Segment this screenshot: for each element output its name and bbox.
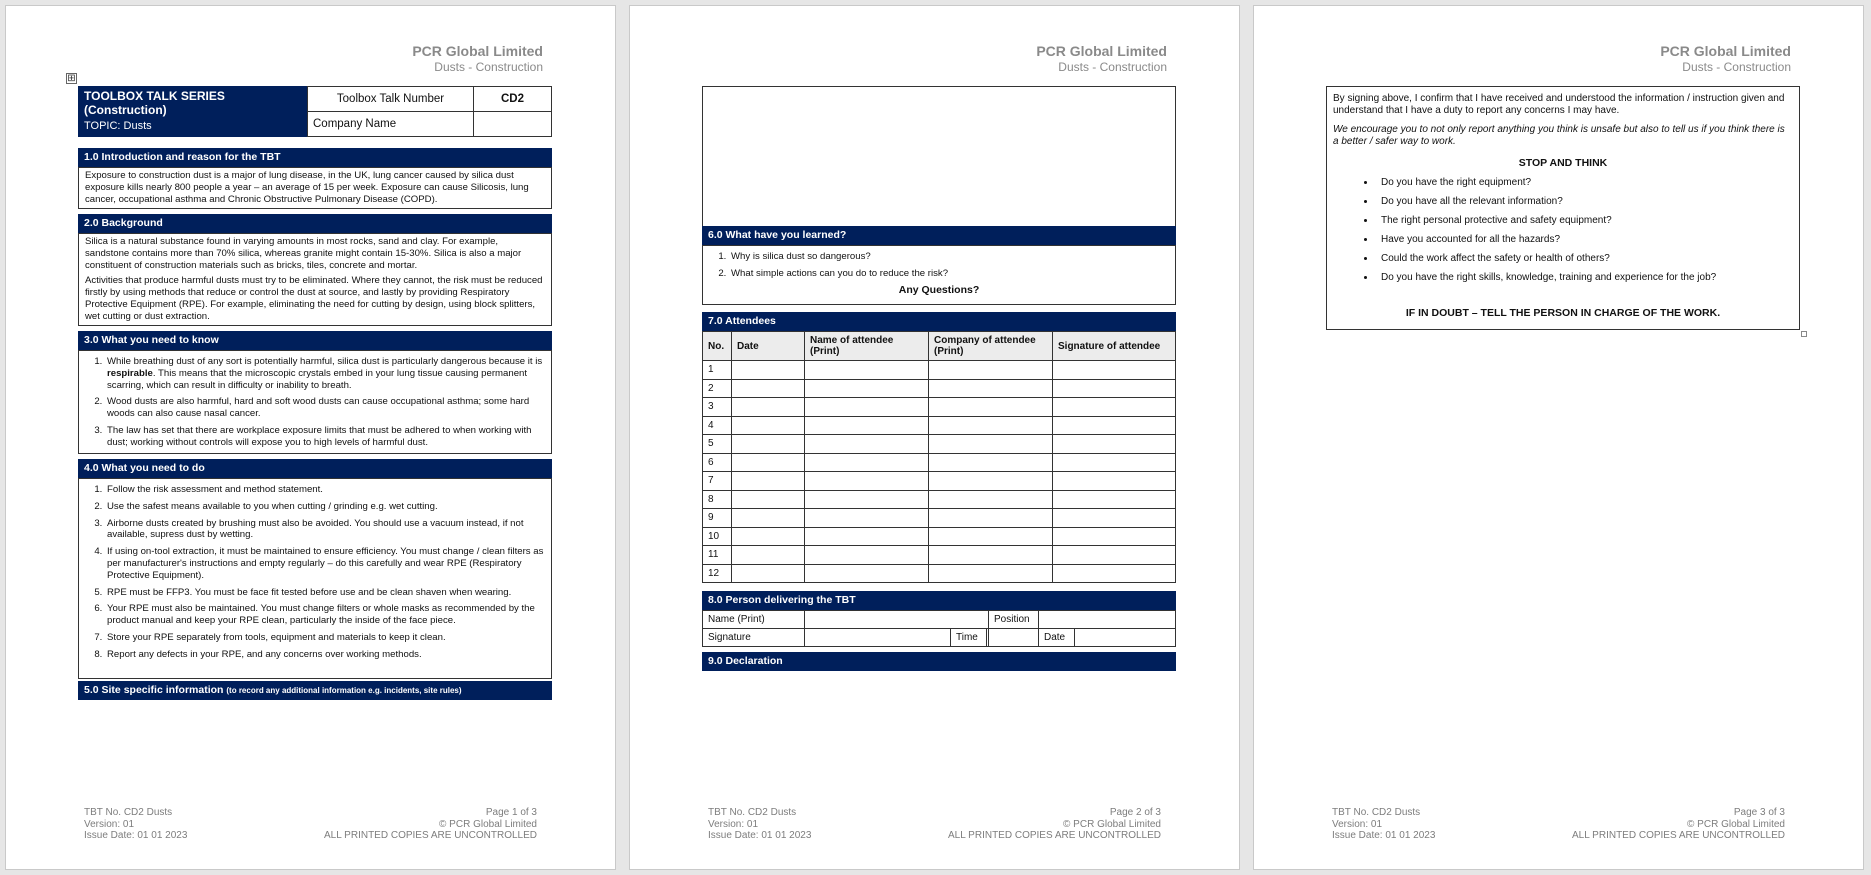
background-paragraph-2: Activities that produce harmful dusts must try to be eliminated. Where they cannot, the risk must be reduced firstly by using methods that reduce or control the dust at source, and lastly by providing Respiratory Protective Equipment (RPE). For example, eliminating the need for cutting by design, using block splitters, wet cutting or dust extraction. — [85, 275, 543, 322]
section-9-heading: 9.0 Declaration — [702, 652, 1176, 671]
list-item: 2. What simple actions can you do to reduce the risk? — [729, 268, 1169, 280]
list-item: 1. Follow the risk assessment and method statement. — [105, 484, 545, 496]
page-header — [412, 43, 543, 74]
list-item: 8. Report any defects in your RPE, and any concerns over working methods. — [105, 649, 545, 661]
column-header: Name of attendee (Print) — [805, 332, 929, 361]
company-name-label: Company Name — [308, 112, 474, 137]
column-header: No. — [703, 332, 732, 361]
list-item: 6. Your RPE must also be maintained. You must change filters or whole masks as recommended by the product manual and keep your RPE clean, particularly the inside of the face piece. — [105, 603, 545, 627]
talk-number-label: Toolbox Talk Number — [308, 87, 474, 112]
list-item: 4. If using on-tool extraction, it must be maintained to ensure efficiency. You must change / clean filters as per manufacturer's instructions and empty regularly – do this carefully and wear RPE (Respiratory Protective Equipment). — [105, 546, 545, 581]
background-paragraph-1: Silica is a natural substance found in varying amounts in most rocks, sand and clay. For example, sandstone contains more than 70% silica, whereas granite might contain 15-30%. Silica is also a major constituent of construction materials such as bricks, tiles, concrete and mortar. — [85, 236, 522, 271]
presenter-name-field[interactable] — [805, 611, 989, 629]
list-item: 2. Use the safest means available to you when cutting / grinding e.g. wet cutting. — [105, 501, 545, 513]
table-row: 2 — [703, 379, 1176, 398]
list-item: 3. The law has set that there are workplace exposure limits that must be adhered to when working with dust; working without controls will expose you to high levels of harmful dust. — [105, 425, 545, 449]
presenter-time-label: Time — [951, 629, 987, 647]
section-7-heading: 7.0 Attendees — [702, 312, 1176, 331]
table-resize-handle-icon[interactable] — [1801, 331, 1807, 337]
list-item: 1. Why is silica dust so dangerous? — [729, 251, 1169, 263]
document-subtitle: Dusts - Construction — [434, 60, 543, 74]
footer-uncontrolled: ALL PRINTED COPIES ARE UNCONTROLLED — [947, 830, 1161, 841]
document-subtitle: Dusts - Construction — [1682, 60, 1791, 74]
declaration-text: By signing above, I confirm that I have received and understood the information / instruction given and understand that I have a duty to report any concerns I may have. — [1333, 93, 1785, 116]
list-item: 3. Airborne dusts created by brushing must also be avoided. You should use a vacuum instead, if not available, supress dust by wetting. — [105, 518, 545, 542]
table-move-handle-icon[interactable]: ⊞ — [67, 73, 76, 84]
talk-number-value: CD2 — [474, 87, 552, 112]
presenter-position-field[interactable] — [1039, 611, 1176, 629]
section-5-title: 5.0 Site specific information — [84, 684, 224, 696]
topic-label: TOPIC: Dusts — [84, 120, 152, 132]
table-row: 6 — [703, 453, 1176, 472]
footer-copyright: © PCR Global Limited — [439, 818, 537, 830]
table-row: 10 — [703, 527, 1176, 546]
presenter-position-label: Position — [989, 611, 1039, 629]
encouragement-text: We encourage you to not only report anything you think is unsafe but also to tell us if you think there is a better / safer way to work. — [1333, 124, 1785, 147]
company-name-field[interactable] — [474, 112, 552, 137]
column-header: Signature of attendee — [1053, 332, 1176, 361]
if-in-doubt-notice: IF IN DOUBT – TELL THE PERSON IN CHARGE OF THE WORK. — [1405, 307, 1721, 319]
document-page-2 — [629, 5, 1240, 870]
section-8-heading: 8.0 Person delivering the TBT — [702, 591, 1176, 610]
checklist-item: • Do you have the right skills, knowledge, training and experience for the job? — [1376, 272, 1793, 284]
company-name: PCR Global Limited — [412, 43, 543, 59]
footer-uncontrolled: ALL PRINTED COPIES ARE UNCONTROLLED — [1571, 830, 1785, 841]
footer-issue-date: Issue Date: 01 01 2023 — [708, 830, 812, 841]
footer-copyright: © PCR Global Limited — [1687, 818, 1785, 830]
talk-meta-table — [307, 86, 552, 137]
document-subtitle: Dusts - Construction — [1058, 60, 1167, 74]
table-row: 11 — [703, 546, 1176, 565]
section-4-body — [78, 478, 552, 679]
checklist-item: • Have you accounted for all the hazards? — [1376, 234, 1793, 246]
footer-tbt-number: TBT No. CD2 Dusts — [708, 807, 797, 818]
footer-uncontrolled: ALL PRINTED COPIES ARE UNCONTROLLED — [323, 830, 537, 841]
section-5-note: (to record any additional information e.g. incidents, site rules) — [226, 686, 462, 695]
any-questions: Any Questions? — [898, 283, 980, 296]
table-row: 9 — [703, 509, 1176, 528]
checklist-item: • Do you have the right equipment? — [1376, 177, 1793, 189]
footer-issue-date: Issue Date: 01 01 2023 — [1332, 830, 1436, 841]
footer-page-number: Page 3 of 3 — [1733, 807, 1785, 818]
presenter-time-field[interactable] — [989, 629, 1039, 647]
table-row: 3 — [703, 398, 1176, 417]
checklist-item: • Could the work affect the safety or health of others? — [1376, 253, 1793, 265]
footer-tbt-number: TBT No. CD2 Dusts — [84, 807, 173, 818]
document-page-3 — [1253, 5, 1864, 870]
list-item: 7. Store your RPE separately from tools, equipment and materials to keep it clean. — [105, 632, 545, 644]
section-1-body — [78, 167, 552, 209]
presenter-table — [702, 610, 1176, 647]
presenter-name-label: Name (Print) — [703, 611, 805, 629]
table-row: 8 — [703, 490, 1176, 509]
footer-copyright: © PCR Global Limited — [1063, 818, 1161, 830]
list-item: 1. While breathing dust of any sort is potentially harmful, silica dust is particularly dangerous because it is respirable. This means that the microscopic crystals embed in your lung tissue causing permanent scarring, which can result in difficulty or inability to breath. — [105, 356, 545, 391]
document-page-1 — [5, 5, 616, 870]
footer-page-number: Page 2 of 3 — [1109, 807, 1161, 818]
intro-text: Exposure to construction dust is a major of lung disease, in the UK, lung cancer caused by silica dust exposure kills nearly 800 people a year – an average of 15 per week. Exposure can cause Silicosis, lung cancer, occupational asthma and Chronic Obstructive Pulmonary Disease (COPD). — [85, 170, 529, 205]
column-header: Date — [732, 332, 805, 361]
checklist-item: • Do you have all the relevant information? — [1376, 196, 1793, 208]
section-2-heading: 2.0 Background — [78, 214, 552, 233]
table-row: 1 — [703, 361, 1176, 380]
section-2-body — [78, 233, 552, 326]
page-header — [1660, 43, 1791, 74]
title-block — [78, 86, 307, 137]
table-row: 12 — [703, 564, 1176, 583]
table-row: 7 — [703, 472, 1176, 491]
footer-version: Version: 01 — [1332, 818, 1383, 830]
declaration-body — [1326, 86, 1800, 330]
section-5-heading — [78, 681, 552, 700]
section-4-heading: 4.0 What you need to do — [78, 459, 552, 478]
page-header — [1036, 43, 1167, 74]
footer-issue-date: Issue Date: 01 01 2023 — [84, 830, 188, 841]
footer-version: Version: 01 — [84, 818, 135, 830]
stop-and-think: STOP AND THINK — [1518, 157, 1608, 169]
list-item: 2. Wood dusts are also harmful, hard and soft wood dusts can cause occupational asthma; some hard woods can also cause nasal cancer. — [105, 396, 545, 420]
company-name: PCR Global Limited — [1660, 43, 1791, 59]
column-header: Company of attendee (Print) — [929, 332, 1053, 361]
footer-version: Version: 01 — [708, 818, 759, 830]
company-name: PCR Global Limited — [1036, 43, 1167, 59]
list-item: 5. RPE must be FFP3. You must be face fit tested before use and be clean shaven when wearing. — [105, 587, 545, 599]
section-1-heading: 1.0 Introduction and reason for the TBT — [78, 148, 552, 167]
presenter-signature-field[interactable] — [805, 629, 951, 647]
section-6-heading: 6.0 What have you learned? — [702, 226, 1176, 245]
attendees-table — [702, 331, 1176, 583]
presenter-signature-label: Signature — [703, 629, 805, 647]
footer-tbt-number: TBT No. CD2 Dusts — [1332, 807, 1421, 818]
series-title: TOOLBOX TALK SERIES (Construction) — [84, 89, 225, 117]
table-row: 5 — [703, 435, 1176, 454]
section-3-body — [78, 350, 552, 454]
section-6-body — [702, 245, 1176, 305]
presenter-date-label: Date — [1039, 629, 1075, 647]
presenter-date-field[interactable] — [1075, 629, 1176, 647]
table-row: 4 — [703, 416, 1176, 435]
site-info-writing-area[interactable] — [702, 86, 1176, 227]
checklist-item: • The right personal protective and safety equipment? — [1376, 215, 1793, 227]
section-3-heading: 3.0 What you need to know — [78, 331, 552, 350]
footer-page-number: Page 1 of 3 — [485, 807, 537, 818]
